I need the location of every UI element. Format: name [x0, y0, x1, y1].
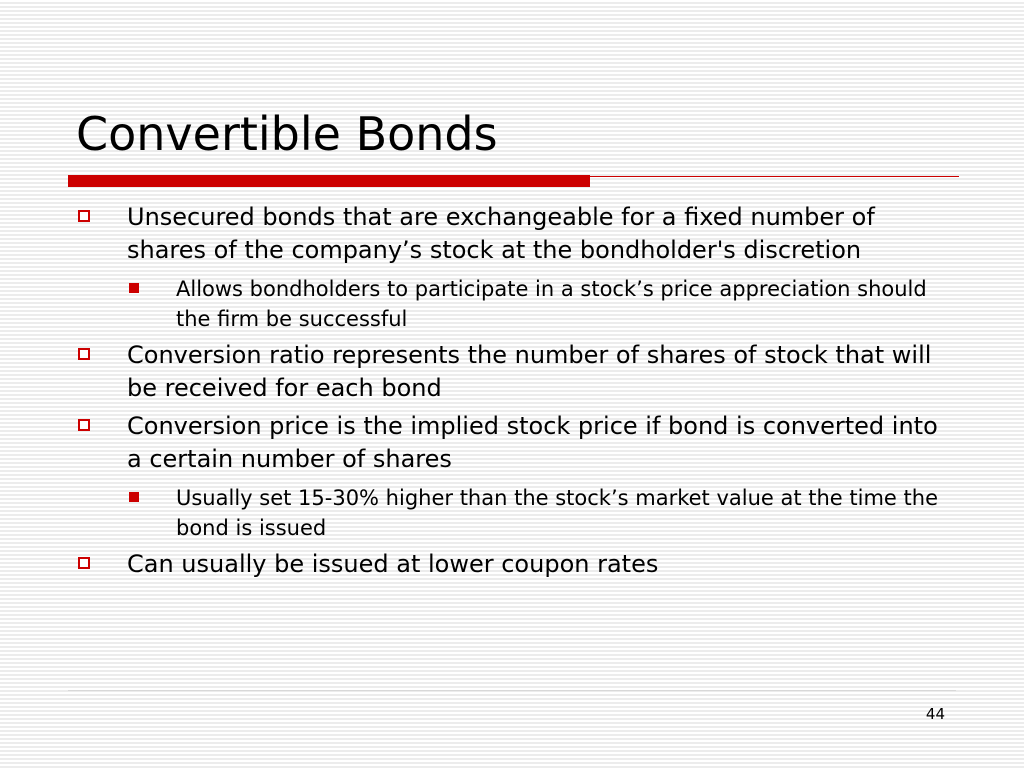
open-square-bullet-icon — [78, 348, 90, 360]
bullet-text: Unsecured bonds that are exchangeable for a fixed number of shares of the company’s stock at the bondholder's discretion — [127, 203, 875, 264]
open-square-bullet-icon — [78, 557, 90, 569]
filled-square-bullet-icon — [129, 492, 139, 502]
slide-number: 44 — [925, 705, 945, 723]
sub-bullet-text: Allows bondholders to participate in a stock’s price appreciation should the firm be successful — [176, 277, 927, 331]
bullet-item — [76, 201, 956, 334]
bullet-item — [76, 339, 956, 405]
title-underline-thick — [68, 175, 590, 187]
sub-bullet-list — [127, 483, 956, 543]
open-square-bullet-icon — [78, 210, 90, 222]
open-square-bullet-icon — [78, 419, 90, 431]
bullet-text: Can usually be issued at lower coupon rates — [127, 550, 659, 578]
bullet-item — [76, 410, 956, 543]
sub-bullet-text: Usually set 15-30% higher than the stock’s market value at the time the bond is issued — [176, 486, 938, 540]
bullet-list — [76, 201, 956, 586]
title-underline-thin — [590, 176, 959, 177]
bullet-text: Conversion ratio represents the number of shares of stock that will be received for each bond — [127, 341, 932, 402]
slide-title: Convertible Bonds — [76, 107, 498, 161]
sub-bullet-item — [127, 483, 956, 543]
bullet-text: Conversion price is the implied stock price if bond is converted into a certain number of shares — [127, 412, 938, 473]
filled-square-bullet-icon — [129, 283, 139, 293]
sub-bullet-item — [127, 274, 956, 334]
sub-bullet-list — [127, 274, 956, 334]
footer-divider — [68, 690, 956, 691]
bullet-item — [76, 548, 956, 581]
